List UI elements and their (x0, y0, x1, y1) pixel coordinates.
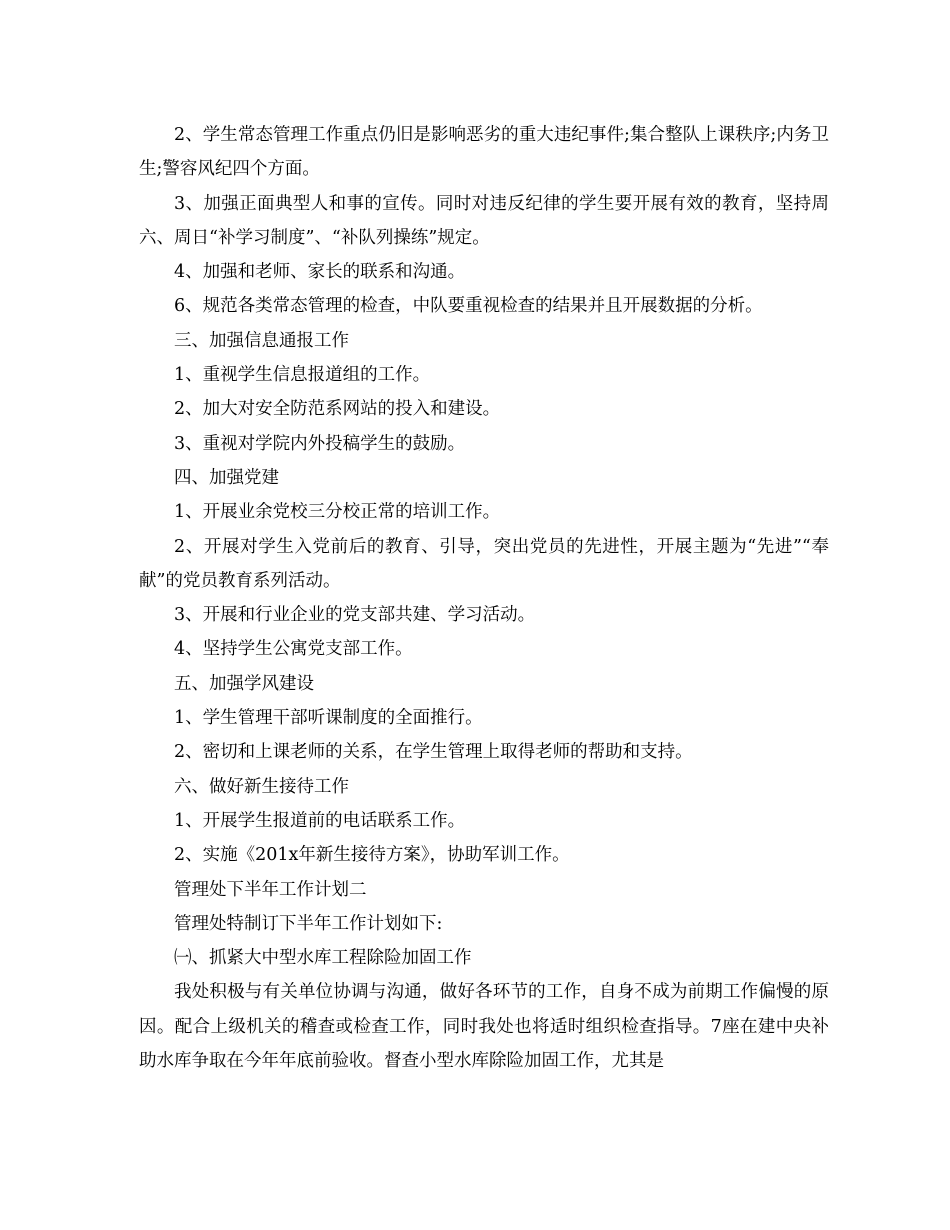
paragraph-communication: 4、加强和老师、家长的联系和沟通。 (174, 262, 466, 283)
paragraph-freshmen-2: 2、实施《201x年新生接待方案》，协助军训工作。 (174, 845, 570, 866)
paragraph-discipline-focus: 2、学生常态管理工作重点仍旧是影响恶劣的重大违纪事件;集合整队上课秩序;内务卫生;警容风纪四个方面。 (139, 125, 829, 180)
paragraph-party-3: 3、开展和行业企业的党支部共建、学习活动。 (174, 605, 536, 626)
paragraph-study-1: 1、学生管理干部听课制度的全面推行。 (174, 708, 483, 729)
paragraph-inspection: 6、规范各类常态管理的检查，中队要重视检查的结果并且开展数据的分析。 (174, 296, 763, 317)
paragraph-party-1: 1、开展业余党校三分校正常的培训工作。 (174, 502, 501, 523)
section-heading-study-style: 五、加强学风建设 (174, 673, 314, 694)
paragraph-party-4: 4、坚持学生公寓党支部工作。 (174, 639, 413, 660)
document-body (139, 118, 829, 1078)
plan-two-intro: 管理处特制订下半年工作计划如下: (174, 913, 443, 934)
section-heading-information: 三、加强信息通报工作 (174, 330, 349, 351)
paragraph-info-2: 2、加大对安全防范系网站的投入和建设。 (174, 399, 501, 420)
plan-two-heading-reservoir: ㈠、抓紧大中型水库工程除险加固工作 (174, 948, 472, 969)
plan-two-title: 管理处下半年工作计划二 (174, 879, 367, 900)
paragraph-positive-examples: 3、加强正面典型人和事的宣传。同时对违反纪律的学生要开展有效的教育，坚持周六、周日“补学习制度”、“补队列操练”规定。 (139, 193, 829, 248)
section-heading-freshmen: 六、做好新生接待工作 (174, 776, 349, 797)
section-heading-party: 四、加强党建 (174, 467, 279, 488)
paragraph-info-1: 1、重视学生信息报道组的工作。 (174, 365, 431, 386)
paragraph-party-2: 2、开展对学生入党前后的教育、引导，突出党员的先进性，开展主题为“先进”“奉献”的党员教育系列活动。 (139, 536, 829, 591)
paragraph-info-3: 3、重视对学院内外投稿学生的鼓励。 (174, 433, 466, 454)
paragraph-freshmen-1: 1、开展学生报道前的电话联系工作。 (174, 810, 466, 831)
paragraph-study-2: 2、密切和上课老师的关系，在学生管理上取得老师的帮助和支持。 (174, 742, 693, 763)
paragraph-reservoir-details: 我处积极与有关单位协调与沟通，做好各环节的工作，自身不成为前期工作偏慢的原因。配合上级机关的稽查或检查工作，同时我处也将适时组织检查指导。7座在建中央补助水库争取在今年年底前验收。督查小型水库除险加固工作，尤其是 (139, 982, 829, 1072)
